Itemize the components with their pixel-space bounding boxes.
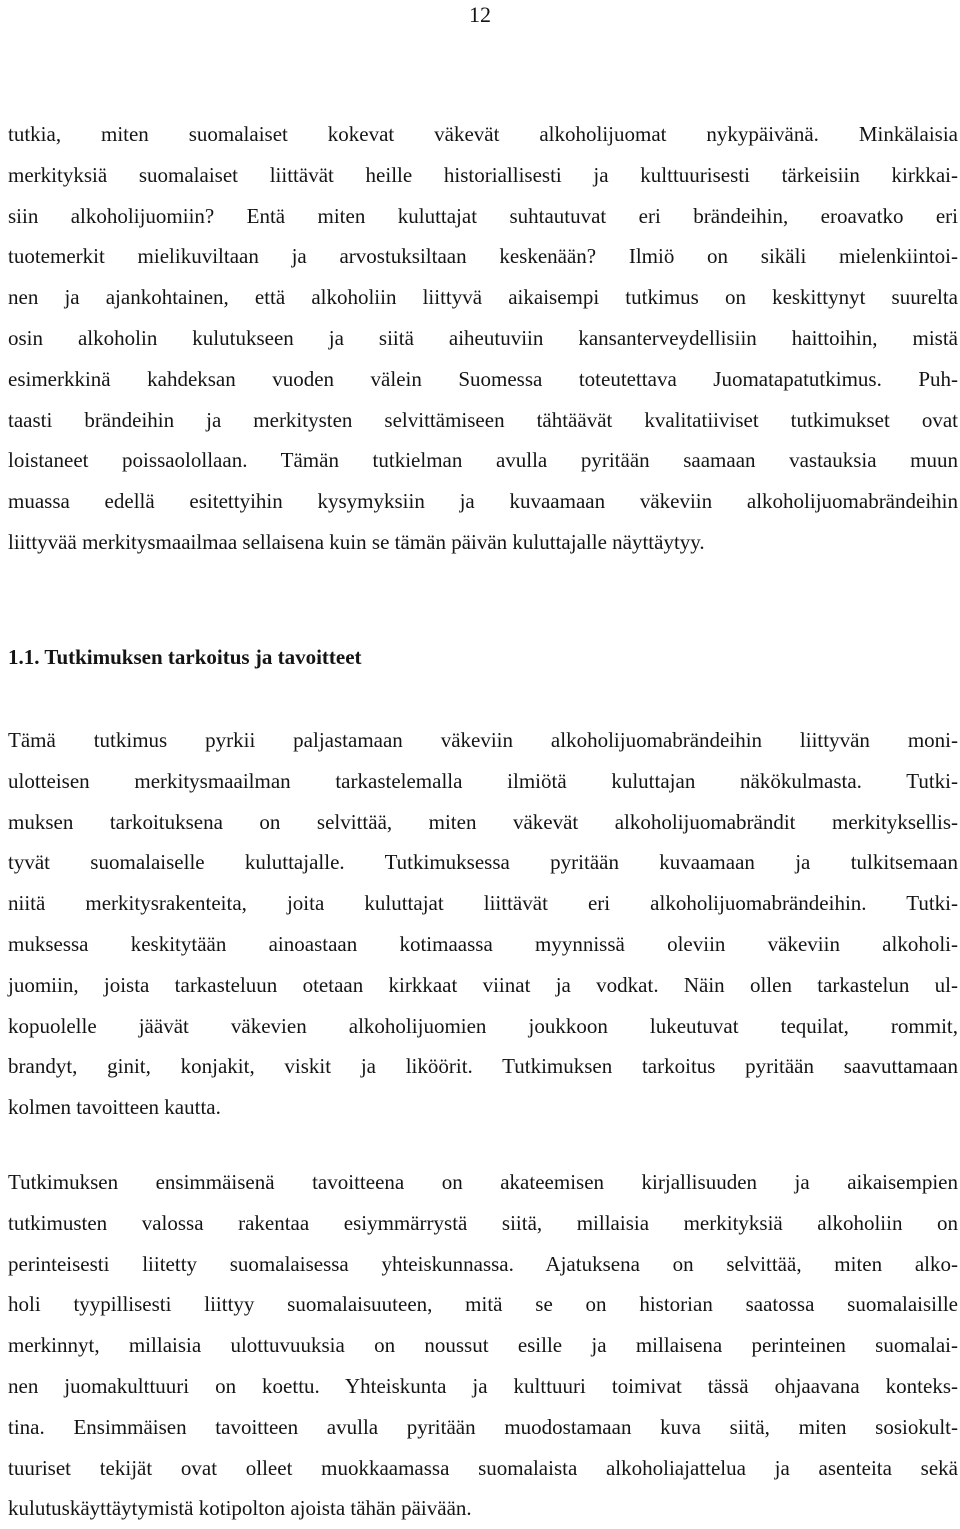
text-line: tutkia, miten suomalaiset kokevat väkevät alkoholijuomat nykypäivänä. Minkälaisia: [8, 122, 958, 146]
text-line: merkinnyt, millaisia ulottuvuuksia on noussut esille ja millaisena perinteinen suomalai-: [8, 1333, 958, 1358]
text-line: niitä merkitysrakenteita, joita kuluttajat liittävät eri alkoholijuomabrändeihin. Tutki-: [8, 891, 958, 916]
text-line: taasti brändeihin ja merkitysten selvittämiseen tähtäävät kvalitatiiviset tutkimukset ovat: [8, 407, 958, 432]
paragraph-purpose: [8, 720, 958, 1128]
text-line: juomiin, joista tarkasteluun otetaan kirkkaat viinat ja vodkat. Näin ollen tarkastelun ul-: [8, 972, 958, 997]
text-line: liittyvää merkitysmaailmaa sellaisena kuin se tämän päivän kuluttajalle näyttäytyy.: [8, 529, 705, 554]
text-line: Tutkimuksen ensimmäisenä tavoitteena on akateemisen kirjallisuuden ja aikaisempien: [8, 1170, 958, 1194]
text-line: esimerkkinä kahdeksan vuoden välein Suomessa toteutettava Juomatapatutkimus. Puh-: [8, 366, 958, 391]
text-line: holi tyypillisesti liittyy suomalaisuuteen, mitä se on historian saatossa suomalaisille: [8, 1292, 958, 1317]
page-number: 12: [469, 2, 491, 27]
text-line: merkityksiä suomalaiset liittävät heille historiallisesti ja kulttuurisesti tärkeisiin kirkkai-: [8, 162, 958, 187]
text-line: nen ja ajankohtainen, että alkoholiin liittyvä aikaisempi tutkimus on keskittynyt suurelta: [8, 285, 958, 310]
text-line: loistaneet poissaolollaan. Tämän tutkielman avulla pyritään saamaan vastauksia muun: [8, 448, 958, 473]
text-line: ulotteisen merkitysmaailman tarkastelemalla ilmiötä kuluttajan näkökulmasta. Tutki-: [8, 768, 958, 793]
section-heading: 1.1. Tutkimuksen tarkoitus ja tavoitteet: [8, 645, 362, 669]
text-line: muassa edellä esitettyihin kysymyksiin ja kuvaamaan väkeviin alkoholijuomabrändeihin: [8, 489, 958, 514]
paragraph-intro-continuation: [8, 114, 958, 563]
text-line: perinteisesti liitetty suomalaisessa yhteiskunnassa. Ajatuksena on selvittää, miten alko-: [8, 1251, 958, 1276]
text-line: muksen tarkoituksena on selvittää, miten väkevät alkoholijuomabrändit merkityksellis-: [8, 809, 958, 834]
text-line: tuuriset tekijät ovat olleet muokkaamassa suomalaista alkoholiajattelua ja asenteita sekä: [8, 1455, 958, 1480]
text-line: brandyt, ginit, konjakit, viskit ja liköörit. Tutkimuksen tarkoitus pyritään saavuttamaan: [8, 1054, 958, 1079]
text-line: Tämä tutkimus pyrkii paljastamaan väkeviin alkoholijuomabrändeihin liittyvän moni-: [8, 728, 958, 752]
text-line: kolmen tavoitteen kautta.: [8, 1095, 221, 1120]
text-line: kulutuskäyttäytymistä kotipolton ajoista tähän päivään.: [8, 1496, 472, 1521]
text-line: tyvät suomalaiselle kuluttajalle. Tutkimuksessa pyritään kuvaamaan ja tulkitsemaan: [8, 850, 958, 875]
text-line: tutkimusten valossa rakentaa esiymmärrystä siitä, millaisia merkityksiä alkoholiin on: [8, 1210, 958, 1235]
text-line: tina. Ensimmäisen tavoitteen avulla pyritään muodostamaan kuva siitä, miten sosiokult-: [8, 1414, 958, 1439]
text-line: muksessa keskitytään ainoastaan kotimaassa myynnissä oleviin väkeviin alkoholi-: [8, 931, 958, 956]
text-line: nen juomakulttuuri on koettu. Yhteiskunta ja kulttuuri toimivat tässä ohjaavana konteks-: [8, 1373, 958, 1398]
text-line: siin alkoholijuomiin? Entä miten kuluttajat suhtautuvat eri brändeihin, eroavatko eri: [8, 203, 958, 228]
text-line: kopuolelle jäävät väkevien alkoholijuomien joukkoon lukeutuvat tequilat, rommit,: [8, 1013, 958, 1038]
paragraph-first-objective: [8, 1162, 958, 1529]
text-line: osin alkoholin kulutukseen ja siitä aiheutuviin kansanterveydellisiin haittoihin, mistä: [8, 325, 958, 350]
text-line: tuotemerkit mielikuviltaan ja arvostuksiltaan keskenään? Ilmiö on sikäli mielenkiintoi-: [8, 244, 958, 269]
